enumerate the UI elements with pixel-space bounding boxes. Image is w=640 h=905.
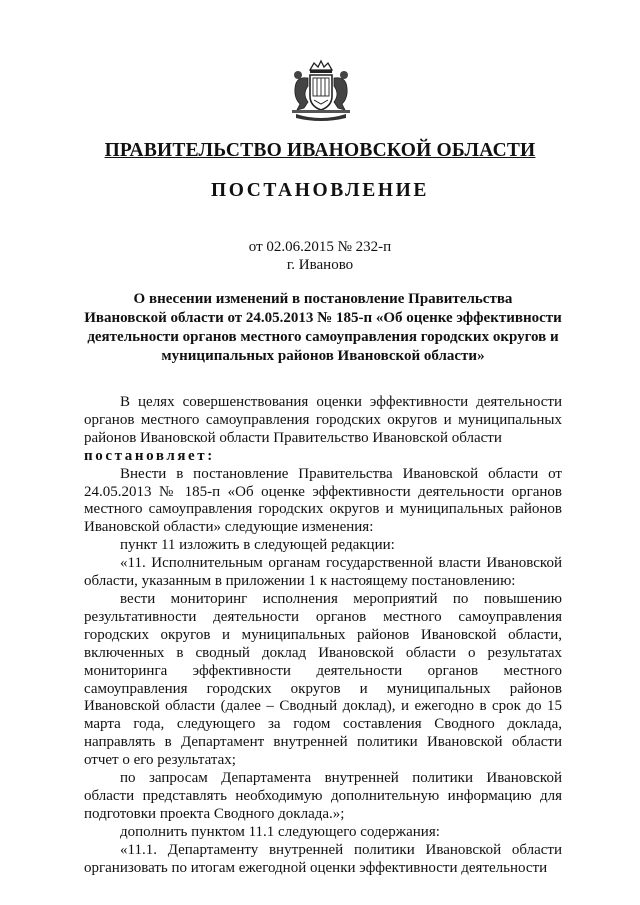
title-line: деятельности органов местного самоуправления городских округов и xyxy=(87,329,559,345)
body-paragraph: «11.1. Департаменту внутренней политики Ивановской области организовать по итогам ежегодной оценки эффективности деятельности xyxy=(84,841,562,876)
title-line: муниципальных районов Ивановской области» xyxy=(161,348,485,364)
title-line: Ивановской области от 24.05.2013 № 185-п «Об оценке эффективности xyxy=(84,310,562,326)
decree-keyword: постановляет: xyxy=(84,447,215,464)
body-paragraph xyxy=(84,394,562,466)
organization-name: ПРАВИТЕЛЬСТВО ИВАНОВСКОЙ ОБЛАСТИ xyxy=(104,140,536,161)
document-date-number: от 02.06.2015 № 232-п xyxy=(248,239,392,255)
body-paragraph: дополнить пунктом 11.1 следующего содержания: xyxy=(120,823,440,840)
body-paragraph: вести мониторинг исполнения мероприятий по повышению результативности деятельности органов местного самоуправления городских округов и муниципальных районов Ивановской области, включенных в сводный доклад Ивановской области о результатах мониторинга эффективности деятельности органов местного самоуправления городских округов и муниципальных районов Ивановской области (далее – Сводный доклад), и ежегодно в срок до 15 марта года, следующего за годом составления Сводного доклада, направлять в Департамент внутренней политики Ивановской области отчет о его результатах; xyxy=(84,590,562,769)
coat-of-arms-icon xyxy=(288,58,354,122)
document-title xyxy=(84,290,562,366)
document-city: г. Иваново xyxy=(286,257,354,273)
title-line: О внесении изменений в постановление Правительства xyxy=(133,291,513,307)
body-paragraph: «11. Исполнительным органам государственной власти Ивановской области, указанным в приложении 1 к настоящему постановлению: xyxy=(84,555,562,590)
document-type: ПОСТАНОВЛЕНИЕ xyxy=(210,180,430,201)
document-body xyxy=(84,394,562,877)
body-paragraph: пункт 11 изложить в следующей редакции: xyxy=(120,537,395,554)
body-paragraph: Внести в постановление Правительства Ивановской области от 24.05.2013 № 185-п «Об оценке эффективности деятельности органов местного самоуправления городских округов и муниципальных районов Ивановской области» следующие изменения: xyxy=(84,465,562,536)
body-paragraph: по запросам Департамента внутренней политики Ивановской области представлять необходимую дополнительную информацию для подготовки проекта Сводного доклада.»; xyxy=(84,770,562,822)
paragraph-text: В целях совершенствования оценки эффективности деятельности органов местного самоуправления городских округов и муниципальных районов Ивановской области Правительство Ивановской области xyxy=(84,394,562,446)
